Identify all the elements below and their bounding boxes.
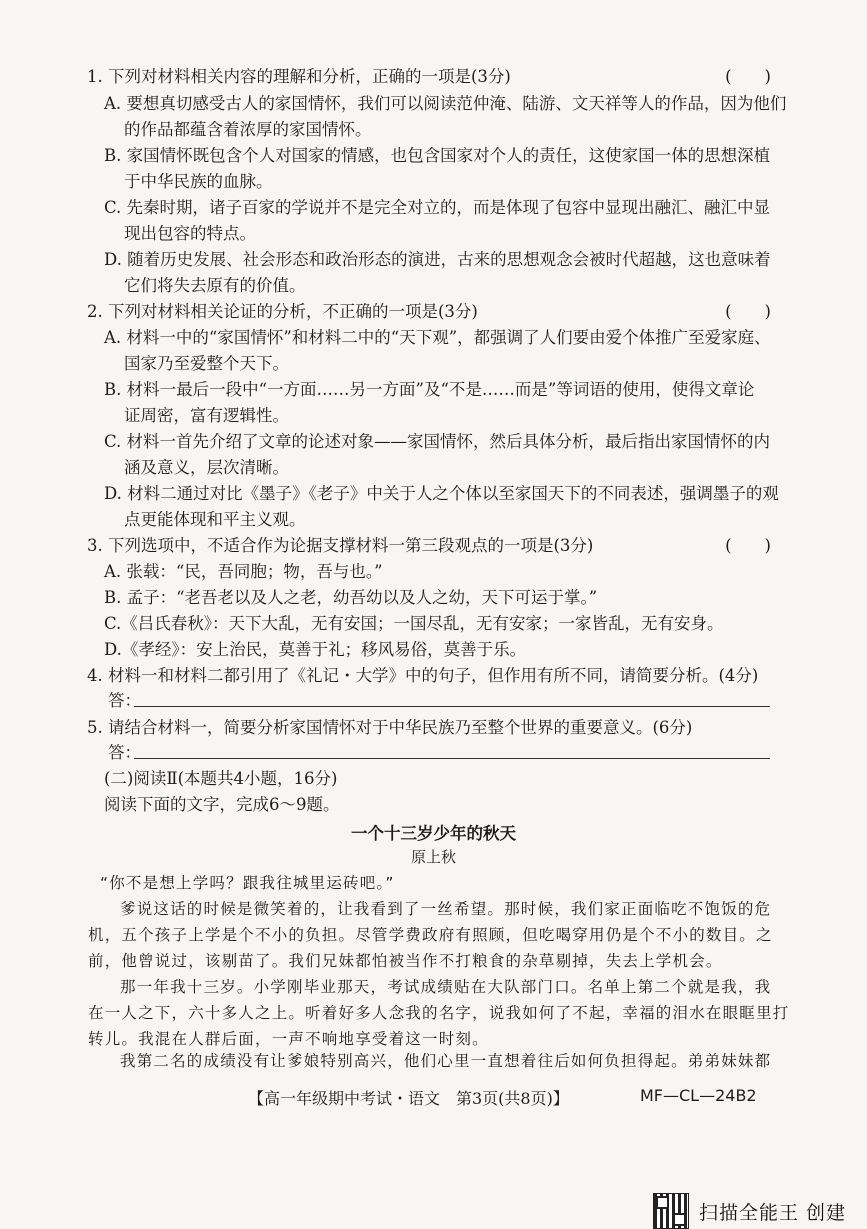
question-3-answer-paren: ( ) [725,536,771,555]
question-2-option-c: C. 材料一首先介绍了文章的论述对象——家国情怀，然后具体分析，最后指出家国情怀的内 [104,432,771,451]
question-4-stem: 4. 材料一和材料二都引用了《礼记・大学》中的句子，但作用有所不同，请简要分析。(4分) [87,666,759,685]
question-1-option-c: C. 先秦时期，诸子百家的学说并不是完全对立的，而是体现了包容中显现出融汇、融汇中显 [104,198,771,217]
story-paragraph-3-line-2: 在一人之下，六十多人之上。听着好多人念我的名字，说我如何了不起，幸福的泪水在眼眶里打 [88,1004,790,1022]
footer-exam-code: MF—CL—24B2 [640,1086,757,1105]
story-paragraph-2-line-3: 前，他曾说过，该剔苗了。我们兄妹都怕被当作不打粮食的杂草剔掉，失去上学机会。 [88,952,723,970]
question-2-stem: 2. 下列对材料相关论证的分析，不正确的一项是(3分) [87,302,478,321]
question-2-option-a-cont: 国家乃至爱整个天下。 [124,354,289,373]
question-1-option-b: B. 家国情怀既包含个人对国家的情感，也包含国家对个人的责任，这使家国一体的思想深植 [104,146,771,165]
question-2-option-b: B. 材料一最后一段中“一方面……另一方面”及“不是……而是”等词语的使用，使得文章论 [104,380,755,399]
question-5-answer-line[interactable] [134,758,770,759]
section-2-heading: (二)阅读Ⅱ(本题共4小题，16分) [104,769,338,788]
question-3-stem: 3. 下列选项中，不适合作为论据支撑材料一第三段观点的一项是(3分) [87,536,594,555]
question-1-option-d-cont: 它们将失去原有的价值。 [124,276,306,295]
story-paragraph-3-line-1: 那一年我十三岁。小学刚毕业那天，考试成绩贴在大队部门口。名单上第二个就是我，我 [120,978,772,996]
scanner-watermark-text: 扫描全能王 创建 [699,1201,847,1224]
question-2-option-a: A. 材料一中的“家国情怀”和材料二中的“天下观”，都强调了人们要由爱个体推广至爱家庭、 [104,328,771,347]
question-3-option-d: D.《孝经》：安上治民，莫善于礼；移风易俗，莫善于乐。 [104,640,527,659]
question-5-answer-label: 答： [108,743,141,762]
question-1-option-b-cont: 于中华民族的血脉。 [124,172,273,191]
scanner-watermark [653,1194,846,1228]
story-paragraph-1: “你不是想上学吗？跟我往城里运砖吧。” [100,874,395,892]
question-1-stem: 1. 下列对材料相关内容的理解和分析，正确的一项是(3分) [87,67,511,86]
question-3-option-c: C.《吕氏春秋》：天下大乱，无有安国；一国尽乱，无有安家；一家皆乱，无有安身。 [104,614,724,633]
story-title: 一个十三岁少年的秋天 [351,824,516,843]
question-2-answer-paren: ( ) [725,302,771,321]
qr-code-icon [653,1193,689,1229]
question-3-option-b: B. 孟子：“老吾老以及人之老，幼吾幼以及人之幼，天下可运于掌。” [104,588,598,607]
question-1-option-a-cont: 的作品都蕴含着浓厚的家国情怀。 [124,120,372,139]
question-2-option-d-cont: 点更能体现和平主义观。 [124,510,306,529]
footer-page-info: 【高一年级期中考试・语文 第3页(共8页)】 [248,1089,569,1108]
question-2-option-b-cont: 证周密，富有逻辑性。 [124,406,289,425]
question-2-option-c-cont: 涵及意义，层次清晰。 [124,458,289,477]
question-1-option-a: A. 要想真切感受古人的家国情怀，我们可以阅读范仲淹、陆游、文天祥等人的作品，因为他们 [104,94,787,113]
question-5-stem: 5. 请结合材料一，简要分析家国情怀对于中华民族乃至整个世界的重要意义。(6分) [87,718,693,737]
question-4-answer-line[interactable] [134,706,770,707]
question-4-answer-label: 答： [108,691,141,710]
story-paragraph-4-line-1: 我第二名的成绩没有让爹娘特别高兴，他们心里一直想着往后如何负担得起。弟弟妹妹都 [120,1052,772,1070]
question-2-option-d: D. 材料二通过对比《墨子》《老子》中关于人之个体以至家国天下的不同表述，强调墨子的观 [104,484,779,503]
story-paragraph-2-line-2: 机，五个孩子上学是个不小的负担。尽管学费政府有照顾，但吃喝穿用仍是个不小的数目。之 [88,926,773,944]
section-2-instruction: 阅读下面的文字，完成6～9题。 [104,795,340,814]
question-1-option-c-cont: 现出包容的特点。 [124,224,256,243]
question-3-option-a: A. 张载：“民，吾同胞；物，吾与也。” [104,562,383,581]
story-author: 原上秋 [410,848,456,866]
story-paragraph-3-line-3: 转儿。我混在人群后面，一声不响地享受着这一时刻。 [88,1030,489,1048]
question-1-option-d: D. 随着历史发展、社会形态和政治形态的演进，古来的思想观念会被时代超越，这也意味着 [104,250,771,269]
question-1-answer-paren: ( ) [725,67,771,86]
story-paragraph-2-line-1: 爹说这话的时候是微笑着的，让我看到了一丝希望。那时候，我们家正面临吃不饱饭的危 [120,900,772,918]
